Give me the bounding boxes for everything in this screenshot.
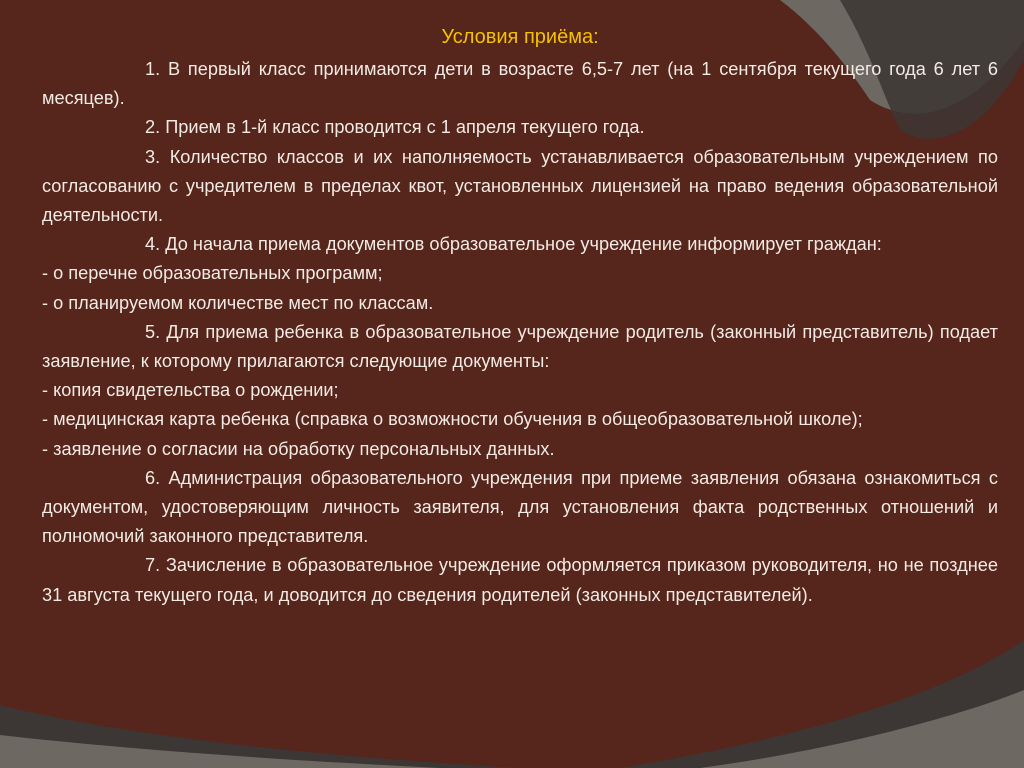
paragraph: 7. Зачисление в образовательное учреждение оформляется приказом руководителя, но не позднее 31 августа текущего года, и доводится до сведения родителей (законных представителей). bbox=[42, 555, 998, 605]
paragraph: 4. До начала приема документов образовательное учреждение информирует граждан: bbox=[145, 234, 882, 255]
paragraph: 6. Администрация образовательного учреждения при приеме заявления обязана ознакомиться с документом, удостоверяющим личность заявителя, для установления факта родственных отношений и полномочий законного представителя. bbox=[42, 467, 998, 547]
slide-title: Условия приёма: bbox=[441, 26, 599, 48]
paragraph: 3. Количество классов и их наполняемость устанавливается образовательным учреждением по согласованию с учредителем в пределах квот, установленных лицензией на право ведения образовательной деятельности. bbox=[42, 146, 998, 226]
paragraph: 2. Прием в 1-й класс проводится с 1 апреля текущего года. bbox=[145, 117, 645, 138]
paragraph: 5. Для приема ребенка в образовательное учреждение родитель (законный представитель) подает заявление, к которому прилагаются следующие документы: bbox=[42, 321, 998, 372]
bullet-item: - заявление о согласии на обработку персональных данных. bbox=[42, 438, 555, 459]
bullet-item: - о перечне образовательных программ; bbox=[42, 263, 383, 284]
bullet-item: - о планируемом количестве мест по классам. bbox=[42, 292, 434, 313]
slide-content bbox=[42, 22, 998, 610]
bullet-item: - копия свидетельства о рождении; bbox=[42, 380, 339, 401]
paragraph: 1. В первый класс принимаются дети в возрасте 6,5-7 лет (на 1 сентября текущего года 6 лет 6 месяцев). bbox=[42, 59, 998, 109]
bullet-item: - медицинская карта ребенка (справка о возможности обучения в общеобразовательной школе); bbox=[42, 409, 863, 430]
text-blocks bbox=[42, 55, 998, 610]
